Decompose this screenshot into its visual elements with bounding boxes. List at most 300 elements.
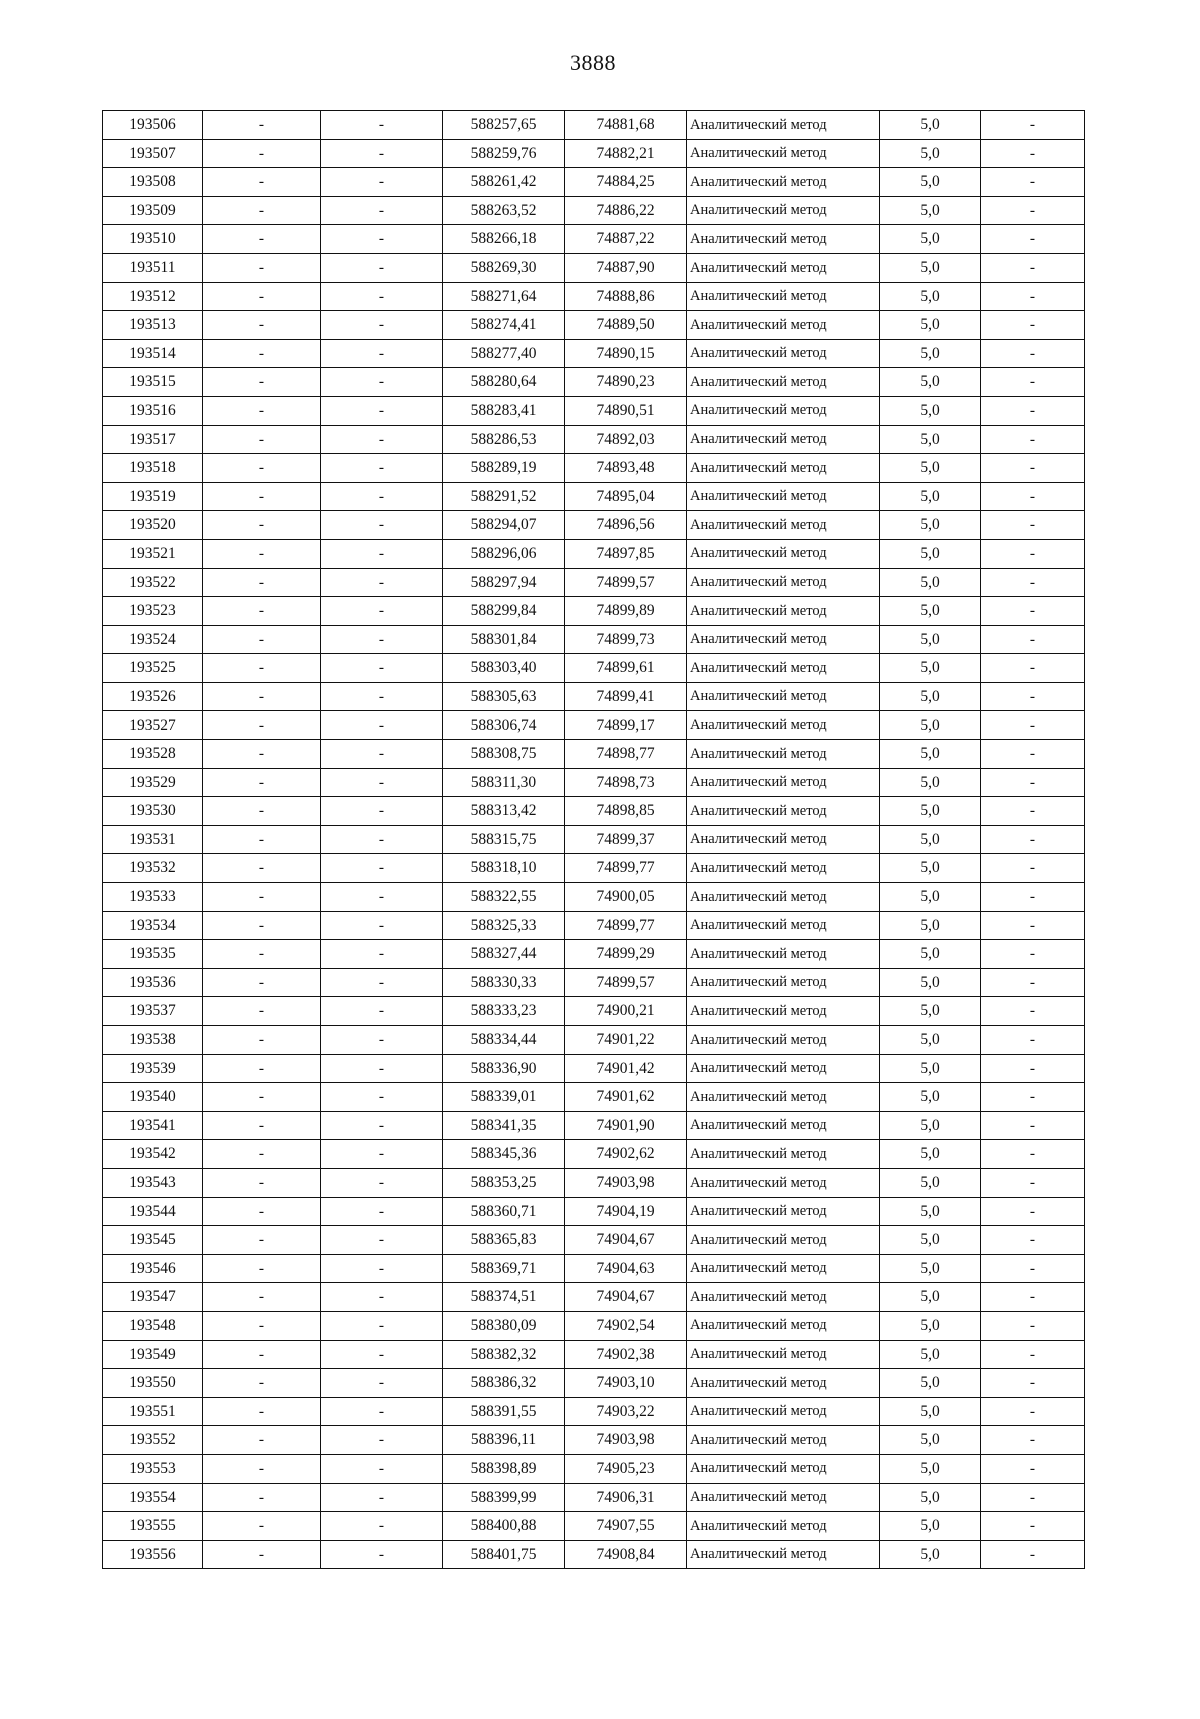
blank-cell-a: -: [203, 1254, 321, 1283]
blank-cell-a: -: [203, 1340, 321, 1369]
blank-cell-a: -: [203, 825, 321, 854]
blank-cell-a: -: [203, 311, 321, 340]
blank-cell-b: -: [321, 1454, 443, 1483]
blank-cell-c: -: [981, 625, 1085, 654]
blank-cell-a: -: [203, 1426, 321, 1455]
accuracy-cell: 5,0: [880, 482, 981, 511]
x-coordinate-cell: 588286,53: [443, 425, 565, 454]
x-coordinate-cell: 588274,41: [443, 311, 565, 340]
x-coordinate-cell: 588396,11: [443, 1426, 565, 1455]
y-coordinate-cell: 74888,86: [565, 282, 687, 311]
table-row: [103, 883, 1085, 912]
blank-cell-b: -: [321, 425, 443, 454]
point-id-cell: 193532: [103, 854, 203, 883]
point-id-cell: 193551: [103, 1397, 203, 1426]
table-row: [103, 825, 1085, 854]
blank-cell-c: -: [981, 1083, 1085, 1112]
blank-cell-b: -: [321, 568, 443, 597]
y-coordinate-cell: 74899,17: [565, 711, 687, 740]
blank-cell-b: -: [321, 682, 443, 711]
blank-cell-c: -: [981, 997, 1085, 1026]
point-id-cell: 193518: [103, 454, 203, 483]
blank-cell-c: -: [981, 711, 1085, 740]
point-id-cell: 193541: [103, 1111, 203, 1140]
point-id-cell: 193550: [103, 1369, 203, 1398]
accuracy-cell: 5,0: [880, 1083, 981, 1112]
point-id-cell: 193519: [103, 482, 203, 511]
method-cell: Аналитический метод: [687, 1512, 880, 1541]
y-coordinate-cell: 74906,31: [565, 1483, 687, 1512]
method-cell: Аналитический метод: [687, 1426, 880, 1455]
y-coordinate-cell: 74899,37: [565, 825, 687, 854]
blank-cell-b: -: [321, 539, 443, 568]
table-row: [103, 797, 1085, 826]
method-cell: Аналитический метод: [687, 1340, 880, 1369]
x-coordinate-cell: 588271,64: [443, 282, 565, 311]
blank-cell-a: -: [203, 1226, 321, 1255]
blank-cell-c: -: [981, 1512, 1085, 1541]
y-coordinate-cell: 74904,67: [565, 1226, 687, 1255]
table-row: [103, 282, 1085, 311]
accuracy-cell: 5,0: [880, 1026, 981, 1055]
x-coordinate-cell: 588289,19: [443, 454, 565, 483]
y-coordinate-cell: 74897,85: [565, 539, 687, 568]
accuracy-cell: 5,0: [880, 740, 981, 769]
blank-cell-a: -: [203, 1512, 321, 1541]
x-coordinate-cell: 588369,71: [443, 1254, 565, 1283]
blank-cell-b: -: [321, 1426, 443, 1455]
blank-cell-c: -: [981, 1054, 1085, 1083]
method-cell: Аналитический метод: [687, 568, 880, 597]
x-coordinate-cell: 588283,41: [443, 396, 565, 425]
blank-cell-b: -: [321, 1054, 443, 1083]
blank-cell-b: -: [321, 1168, 443, 1197]
accuracy-cell: 5,0: [880, 225, 981, 254]
y-coordinate-cell: 74903,98: [565, 1426, 687, 1455]
table-row: [103, 482, 1085, 511]
accuracy-cell: 5,0: [880, 1168, 981, 1197]
blank-cell-a: -: [203, 539, 321, 568]
table-row: [103, 1054, 1085, 1083]
blank-cell-a: -: [203, 1283, 321, 1312]
table-row: [103, 1197, 1085, 1226]
blank-cell-a: -: [203, 940, 321, 969]
method-cell: Аналитический метод: [687, 253, 880, 282]
y-coordinate-cell: 74908,84: [565, 1540, 687, 1569]
table-row: [103, 968, 1085, 997]
blank-cell-b: -: [321, 225, 443, 254]
method-cell: Аналитический метод: [687, 1140, 880, 1169]
table-row: [103, 625, 1085, 654]
y-coordinate-cell: 74904,67: [565, 1283, 687, 1312]
point-id-cell: 193547: [103, 1283, 203, 1312]
y-coordinate-cell: 74900,05: [565, 883, 687, 912]
point-id-cell: 193537: [103, 997, 203, 1026]
accuracy-cell: 5,0: [880, 396, 981, 425]
method-cell: Аналитический метод: [687, 339, 880, 368]
y-coordinate-cell: 74895,04: [565, 482, 687, 511]
table-row: [103, 1483, 1085, 1512]
method-cell: Аналитический метод: [687, 1483, 880, 1512]
point-id-cell: 193509: [103, 196, 203, 225]
x-coordinate-cell: 588318,10: [443, 854, 565, 883]
table-row: [103, 768, 1085, 797]
accuracy-cell: 5,0: [880, 425, 981, 454]
y-coordinate-cell: 74889,50: [565, 311, 687, 340]
method-cell: Аналитический метод: [687, 968, 880, 997]
blank-cell-c: -: [981, 940, 1085, 969]
blank-cell-a: -: [203, 368, 321, 397]
y-coordinate-cell: 74898,73: [565, 768, 687, 797]
table-row: [103, 568, 1085, 597]
table-row: [103, 168, 1085, 197]
point-id-cell: 193531: [103, 825, 203, 854]
point-id-cell: 193556: [103, 1540, 203, 1569]
blank-cell-b: -: [321, 196, 443, 225]
x-coordinate-cell: 588306,74: [443, 711, 565, 740]
table-row: [103, 854, 1085, 883]
y-coordinate-cell: 74903,10: [565, 1369, 687, 1398]
blank-cell-a: -: [203, 883, 321, 912]
table-row: [103, 1226, 1085, 1255]
blank-cell-b: -: [321, 339, 443, 368]
x-coordinate-cell: 588400,88: [443, 1512, 565, 1541]
blank-cell-a: -: [203, 1026, 321, 1055]
x-coordinate-cell: 588322,55: [443, 883, 565, 912]
y-coordinate-cell: 74898,85: [565, 797, 687, 826]
accuracy-cell: 5,0: [880, 797, 981, 826]
y-coordinate-cell: 74890,51: [565, 396, 687, 425]
accuracy-cell: 5,0: [880, 1340, 981, 1369]
x-coordinate-cell: 588280,64: [443, 368, 565, 397]
blank-cell-b: -: [321, 454, 443, 483]
y-coordinate-cell: 74899,77: [565, 854, 687, 883]
accuracy-cell: 5,0: [880, 1197, 981, 1226]
blank-cell-b: -: [321, 825, 443, 854]
blank-cell-b: -: [321, 883, 443, 912]
table-row: [103, 1512, 1085, 1541]
table-row: [103, 425, 1085, 454]
page-number: 3888: [570, 50, 616, 75]
accuracy-cell: 5,0: [880, 597, 981, 626]
blank-cell-b: -: [321, 482, 443, 511]
y-coordinate-cell: 74899,89: [565, 597, 687, 626]
method-cell: Аналитический метод: [687, 1369, 880, 1398]
method-cell: Аналитический метод: [687, 1054, 880, 1083]
method-cell: Аналитический метод: [687, 396, 880, 425]
accuracy-cell: 5,0: [880, 311, 981, 340]
blank-cell-a: -: [203, 454, 321, 483]
point-id-cell: 193525: [103, 654, 203, 683]
y-coordinate-cell: 74893,48: [565, 454, 687, 483]
blank-cell-b: -: [321, 1283, 443, 1312]
point-id-cell: 193544: [103, 1197, 203, 1226]
table-row: [103, 940, 1085, 969]
y-coordinate-cell: 74886,22: [565, 196, 687, 225]
blank-cell-c: -: [981, 1140, 1085, 1169]
table-row: [103, 1454, 1085, 1483]
x-coordinate-cell: 588263,52: [443, 196, 565, 225]
x-coordinate-cell: 588325,33: [443, 911, 565, 940]
accuracy-cell: 5,0: [880, 968, 981, 997]
blank-cell-c: -: [981, 825, 1085, 854]
blank-cell-b: -: [321, 368, 443, 397]
blank-cell-c: -: [981, 339, 1085, 368]
table-row: [103, 139, 1085, 168]
accuracy-cell: 5,0: [880, 997, 981, 1026]
blank-cell-c: -: [981, 168, 1085, 197]
y-coordinate-cell: 74904,19: [565, 1197, 687, 1226]
point-id-cell: 193530: [103, 797, 203, 826]
x-coordinate-cell: 588327,44: [443, 940, 565, 969]
y-coordinate-cell: 74890,23: [565, 368, 687, 397]
x-coordinate-cell: 588291,52: [443, 482, 565, 511]
y-coordinate-cell: 74899,29: [565, 940, 687, 969]
table-row: [103, 1254, 1085, 1283]
table-row: [103, 253, 1085, 282]
blank-cell-c: -: [981, 768, 1085, 797]
blank-cell-c: -: [981, 968, 1085, 997]
table-row: [103, 1369, 1085, 1398]
blank-cell-b: -: [321, 1340, 443, 1369]
y-coordinate-cell: 74900,21: [565, 997, 687, 1026]
y-coordinate-cell: 74902,38: [565, 1340, 687, 1369]
method-cell: Аналитический метод: [687, 425, 880, 454]
blank-cell-a: -: [203, 168, 321, 197]
y-coordinate-cell: 74907,55: [565, 1512, 687, 1541]
point-id-cell: 193554: [103, 1483, 203, 1512]
method-cell: Аналитический метод: [687, 768, 880, 797]
method-cell: Аналитический метод: [687, 1254, 880, 1283]
accuracy-cell: 5,0: [880, 654, 981, 683]
blank-cell-b: -: [321, 854, 443, 883]
y-coordinate-cell: 74899,61: [565, 654, 687, 683]
table-row: [103, 311, 1085, 340]
blank-cell-a: -: [203, 1083, 321, 1112]
blank-cell-c: -: [981, 139, 1085, 168]
blank-cell-a: -: [203, 854, 321, 883]
blank-cell-c: -: [981, 1340, 1085, 1369]
x-coordinate-cell: 588374,51: [443, 1283, 565, 1312]
point-id-cell: 193545: [103, 1226, 203, 1255]
blank-cell-a: -: [203, 1397, 321, 1426]
blank-cell-b: -: [321, 168, 443, 197]
blank-cell-a: -: [203, 253, 321, 282]
method-cell: Аналитический метод: [687, 1540, 880, 1569]
x-coordinate-cell: 588311,30: [443, 768, 565, 797]
accuracy-cell: 5,0: [880, 711, 981, 740]
y-coordinate-cell: 74899,41: [565, 682, 687, 711]
blank-cell-c: -: [981, 511, 1085, 540]
blank-cell-a: -: [203, 1197, 321, 1226]
x-coordinate-cell: 588382,32: [443, 1340, 565, 1369]
x-coordinate-cell: 588308,75: [443, 740, 565, 769]
point-id-cell: 193520: [103, 511, 203, 540]
method-cell: Аналитический метод: [687, 1397, 880, 1426]
blank-cell-a: -: [203, 1540, 321, 1569]
accuracy-cell: 5,0: [880, 1369, 981, 1398]
x-coordinate-cell: 588330,33: [443, 968, 565, 997]
blank-cell-b: -: [321, 1369, 443, 1398]
accuracy-cell: 5,0: [880, 940, 981, 969]
accuracy-cell: 5,0: [880, 825, 981, 854]
blank-cell-a: -: [203, 1140, 321, 1169]
coordinates-table: [102, 110, 1085, 1569]
accuracy-cell: 5,0: [880, 368, 981, 397]
blank-cell-a: -: [203, 768, 321, 797]
blank-cell-c: -: [981, 1454, 1085, 1483]
blank-cell-b: -: [321, 139, 443, 168]
blank-cell-a: -: [203, 654, 321, 683]
method-cell: Аналитический метод: [687, 825, 880, 854]
blank-cell-c: -: [981, 454, 1085, 483]
method-cell: Аналитический метод: [687, 282, 880, 311]
method-cell: Аналитический метод: [687, 883, 880, 912]
method-cell: Аналитический метод: [687, 482, 880, 511]
blank-cell-c: -: [981, 311, 1085, 340]
point-id-cell: 193534: [103, 911, 203, 940]
blank-cell-b: -: [321, 997, 443, 1026]
accuracy-cell: 5,0: [880, 339, 981, 368]
point-id-cell: 193529: [103, 768, 203, 797]
table-row: [103, 1311, 1085, 1340]
method-cell: Аналитический метод: [687, 368, 880, 397]
table-row: [103, 339, 1085, 368]
point-id-cell: 193528: [103, 740, 203, 769]
method-cell: Аналитический метод: [687, 997, 880, 1026]
blank-cell-b: -: [321, 1140, 443, 1169]
accuracy-cell: 5,0: [880, 682, 981, 711]
blank-cell-c: -: [981, 911, 1085, 940]
blank-cell-a: -: [203, 396, 321, 425]
point-id-cell: 193538: [103, 1026, 203, 1055]
accuracy-cell: 5,0: [880, 253, 981, 282]
x-coordinate-cell: 588399,99: [443, 1483, 565, 1512]
y-coordinate-cell: 74905,23: [565, 1454, 687, 1483]
accuracy-cell: 5,0: [880, 511, 981, 540]
method-cell: Аналитический метод: [687, 1083, 880, 1112]
accuracy-cell: 5,0: [880, 1512, 981, 1541]
blank-cell-c: -: [981, 225, 1085, 254]
table-row: [103, 1140, 1085, 1169]
method-cell: Аналитический метод: [687, 711, 880, 740]
x-coordinate-cell: 588398,89: [443, 1454, 565, 1483]
blank-cell-a: -: [203, 196, 321, 225]
blank-cell-a: -: [203, 1168, 321, 1197]
table-row: [103, 1426, 1085, 1455]
blank-cell-a: -: [203, 597, 321, 626]
point-id-cell: 193516: [103, 396, 203, 425]
blank-cell-b: -: [321, 1512, 443, 1541]
y-coordinate-cell: 74902,54: [565, 1311, 687, 1340]
table-body: [103, 111, 1085, 1569]
blank-cell-a: -: [203, 482, 321, 511]
blank-cell-b: -: [321, 1397, 443, 1426]
method-cell: Аналитический метод: [687, 139, 880, 168]
blank-cell-a: -: [203, 225, 321, 254]
blank-cell-a: -: [203, 1483, 321, 1512]
accuracy-cell: 5,0: [880, 625, 981, 654]
blank-cell-c: -: [981, 1168, 1085, 1197]
point-id-cell: 193523: [103, 597, 203, 626]
method-cell: Аналитический метод: [687, 625, 880, 654]
blank-cell-c: -: [981, 1283, 1085, 1312]
method-cell: Аналитический метод: [687, 168, 880, 197]
method-cell: Аналитический метод: [687, 1111, 880, 1140]
point-id-cell: 193515: [103, 368, 203, 397]
blank-cell-a: -: [203, 911, 321, 940]
x-coordinate-cell: 588336,90: [443, 1054, 565, 1083]
blank-cell-b: -: [321, 311, 443, 340]
blank-cell-a: -: [203, 968, 321, 997]
y-coordinate-cell: 74890,15: [565, 339, 687, 368]
blank-cell-c: -: [981, 482, 1085, 511]
y-coordinate-cell: 74899,57: [565, 568, 687, 597]
point-id-cell: 193535: [103, 940, 203, 969]
y-coordinate-cell: 74899,77: [565, 911, 687, 940]
point-id-cell: 193540: [103, 1083, 203, 1112]
accuracy-cell: 5,0: [880, 1540, 981, 1569]
y-coordinate-cell: 74887,90: [565, 253, 687, 282]
accuracy-cell: 5,0: [880, 1426, 981, 1455]
blank-cell-c: -: [981, 253, 1085, 282]
method-cell: Аналитический метод: [687, 311, 880, 340]
table-row: [103, 511, 1085, 540]
blank-cell-c: -: [981, 597, 1085, 626]
blank-cell-c: -: [981, 1369, 1085, 1398]
y-coordinate-cell: 74902,62: [565, 1140, 687, 1169]
y-coordinate-cell: 74899,57: [565, 968, 687, 997]
table-row: [103, 539, 1085, 568]
blank-cell-a: -: [203, 1454, 321, 1483]
method-cell: Аналитический метод: [687, 940, 880, 969]
blank-cell-b: -: [321, 1226, 443, 1255]
blank-cell-b: -: [321, 911, 443, 940]
table-row: [103, 1540, 1085, 1569]
x-coordinate-cell: 588360,71: [443, 1197, 565, 1226]
point-id-cell: 193553: [103, 1454, 203, 1483]
x-coordinate-cell: 588257,65: [443, 111, 565, 140]
blank-cell-a: -: [203, 997, 321, 1026]
method-cell: Аналитический метод: [687, 654, 880, 683]
blank-cell-c: -: [981, 1197, 1085, 1226]
accuracy-cell: 5,0: [880, 139, 981, 168]
point-id-cell: 193507: [103, 139, 203, 168]
accuracy-cell: 5,0: [880, 1454, 981, 1483]
blank-cell-c: -: [981, 196, 1085, 225]
blank-cell-c: -: [981, 1483, 1085, 1512]
blank-cell-a: -: [203, 1369, 321, 1398]
x-coordinate-cell: 588269,30: [443, 253, 565, 282]
blank-cell-c: -: [981, 854, 1085, 883]
blank-cell-a: -: [203, 625, 321, 654]
blank-cell-a: -: [203, 568, 321, 597]
table-row: [103, 682, 1085, 711]
x-coordinate-cell: 588297,94: [443, 568, 565, 597]
blank-cell-a: -: [203, 711, 321, 740]
blank-cell-b: -: [321, 1483, 443, 1512]
method-cell: Аналитический метод: [687, 111, 880, 140]
blank-cell-a: -: [203, 1054, 321, 1083]
method-cell: Аналитический метод: [687, 911, 880, 940]
blank-cell-c: -: [981, 1254, 1085, 1283]
blank-cell-c: -: [981, 1226, 1085, 1255]
accuracy-cell: 5,0: [880, 539, 981, 568]
x-coordinate-cell: 588391,55: [443, 1397, 565, 1426]
x-coordinate-cell: 588345,36: [443, 1140, 565, 1169]
method-cell: Аналитический метод: [687, 225, 880, 254]
x-coordinate-cell: 588401,75: [443, 1540, 565, 1569]
